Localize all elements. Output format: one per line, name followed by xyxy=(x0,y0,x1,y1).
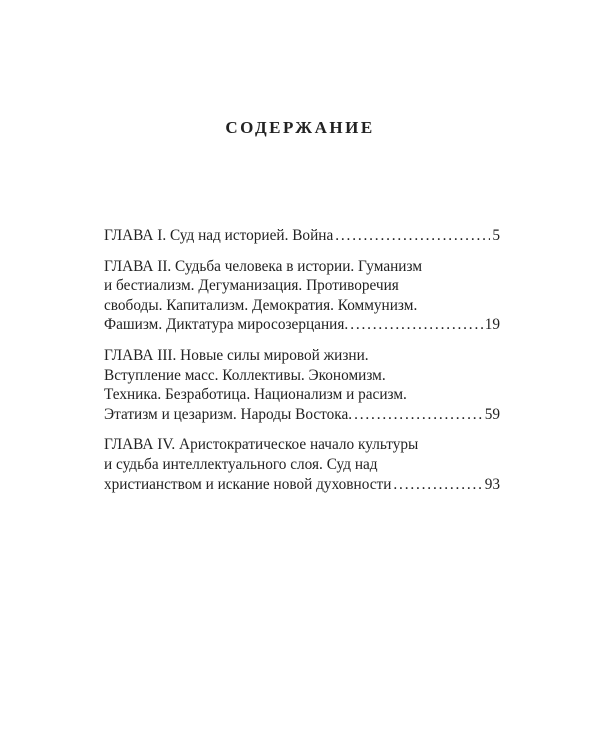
table-of-contents xyxy=(104,226,500,505)
toc-entry-line xyxy=(104,257,500,277)
dot-leader xyxy=(354,405,483,425)
toc-entry-text: и бестиализм. Дегуманизация. Противоречия xyxy=(104,277,399,295)
toc-entry-line xyxy=(104,455,500,475)
dot-leader xyxy=(335,226,490,246)
toc-page-number: 93 xyxy=(484,475,500,493)
dot-leader xyxy=(350,315,483,335)
toc-page-number: 59 xyxy=(484,405,500,423)
toc-entry-line xyxy=(104,475,500,495)
toc-entry-text: свободы. Капитализм. Демократия. Коммунизм. xyxy=(104,296,418,314)
toc-entry-line xyxy=(104,366,500,386)
toc-entry-text: ГЛАВА IV. Аристократическое начало культуры xyxy=(104,436,419,454)
toc-entry-line xyxy=(104,276,500,296)
toc-entry-line xyxy=(104,296,500,316)
toc-entry-line xyxy=(104,226,500,246)
toc-entry-text: Техника. Безработица. Национализм и расизм. xyxy=(104,386,407,404)
toc-entry-text: христианством и искание новой духовности xyxy=(104,475,392,493)
toc-entry[interactable] xyxy=(104,346,500,424)
dot-leader xyxy=(393,475,482,495)
toc-entry[interactable] xyxy=(104,257,500,335)
toc-entry[interactable] xyxy=(104,435,500,494)
toc-entry-text: Фашизм. Диктатура миросозерцания. xyxy=(104,316,349,334)
toc-entry-line xyxy=(104,435,500,455)
toc-entry-line xyxy=(104,315,500,335)
toc-entry[interactable] xyxy=(104,226,500,246)
toc-entry-text: ГЛАВА I. Суд над историей. Война xyxy=(104,227,334,244)
toc-entry-text: Вступление масс. Коллективы. Экономизм. xyxy=(104,366,386,384)
toc-entry-text: ГЛАВА II. Судьба человека в истории. Гуманизм xyxy=(104,257,422,275)
toc-entry-line xyxy=(104,405,500,425)
toc-entry-line xyxy=(104,346,500,366)
toc-page-number: 5 xyxy=(492,227,500,244)
toc-entry-text: и судьба интеллектуального слоя. Суд над xyxy=(104,455,378,473)
toc-entry-text: Этатизм и цезаризм. Народы Востока. xyxy=(104,405,353,423)
toc-page-number: 19 xyxy=(484,316,500,334)
page-title: СОДЕРЖАНИЕ xyxy=(225,118,375,137)
toc-entry-text: ГЛАВА III. Новые силы мировой жизни. xyxy=(104,346,369,364)
toc-entry-line xyxy=(104,385,500,405)
